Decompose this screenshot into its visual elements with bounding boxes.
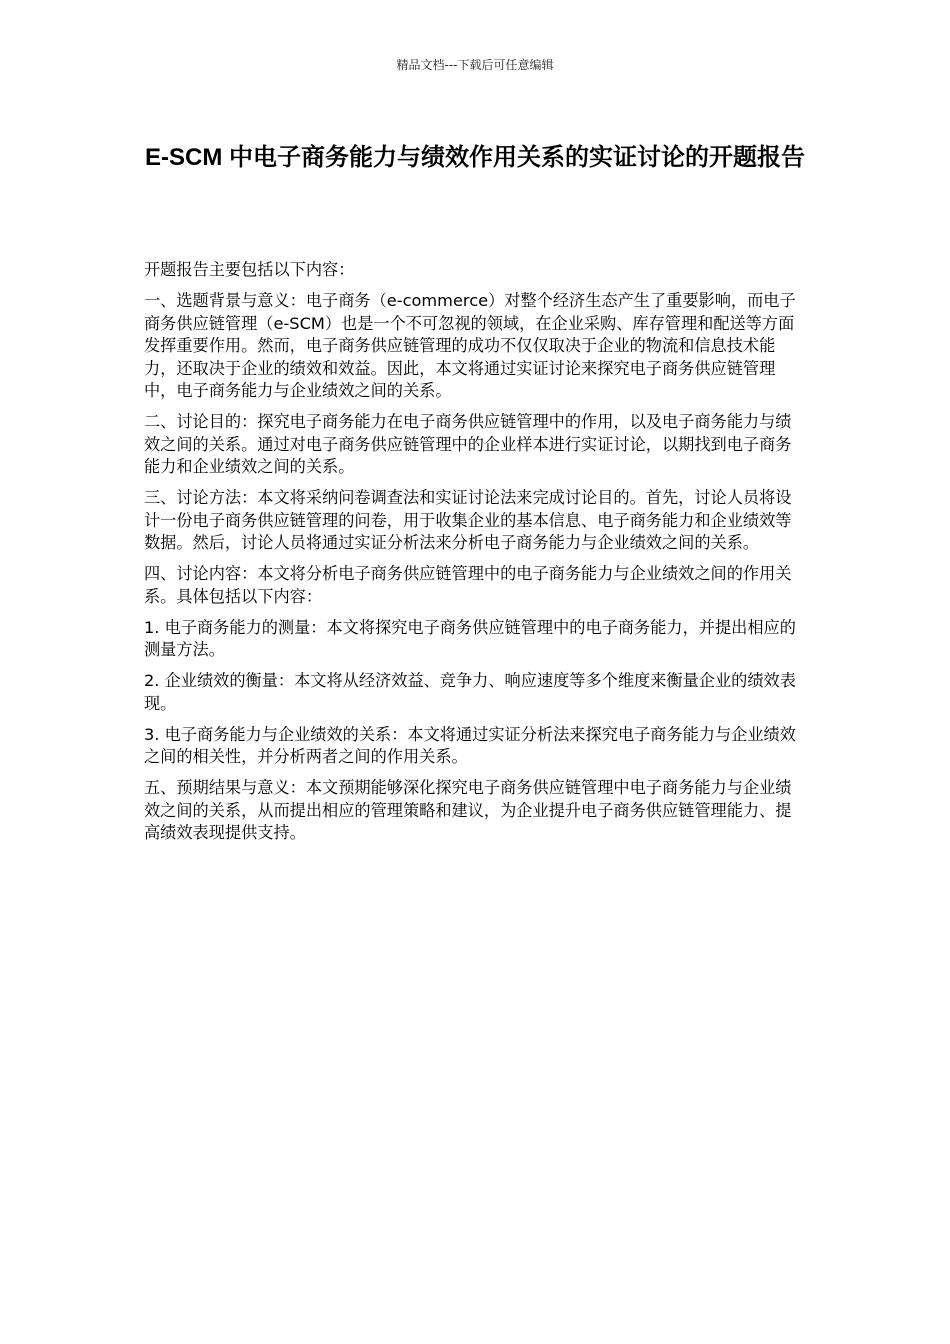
content-item-1: 1. 电子商务能力的测量：本文将探究电子商务供应链管理中的电子商务能力，并提出相应的测量方法。	[144, 617, 796, 659]
content-item-2: 2. 企业绩效的衡量：本文将从经济效益、竞争力、响应速度等多个维度来衡量企业的绩效表现。	[144, 671, 796, 713]
section-content-paragraph: 四、讨论内容：本文将分析电子商务供应链管理中的电子商务能力与企业绩效之间的作用关系。具体包括以下内容：	[144, 564, 792, 606]
section-expected-results-paragraph: 五、预期结果与意义：本文预期能够深化探究电子商务供应链管理中电子商务能力与企业绩效之间的关系，从而提出相应的管理策略和建议，为企业提升电子商务供应链管理能力、提高绩效表现提供支持。	[144, 778, 792, 842]
section-background-paragraph: 一、选题背景与意义：电子商务（e-commerce）对整个经济生态产生了重要影响，而电子商务供应链管理（e-SCM）也是一个不可忽视的领域，在企业采购、库存管理和配送等方面发挥重要作用。然而，电子商务供应链管理的成功不仅仅取决于企业的物流和信息技术能力，还取决于企业的绩效和效益。因此，本文将通过实证讨论来探究电子商务供应链管理中，电子商务能力与企业绩效之间的关系。	[144, 291, 796, 400]
header-watermark: 精品文档---下载后可任意编辑	[396, 58, 554, 72]
intro-paragraph: 开题报告主要包括以下内容：	[144, 260, 355, 279]
document-body	[144, 259, 804, 853]
section-method-paragraph: 三、讨论方法：本文将采纳问卷调查法和实证讨论法来完成讨论目的。首先，讨论人员将设计一份电子商务供应链管理的问卷，用于收集企业的基本信息、电子商务能力和企业绩效等数据。然后，讨论人员将通过实证分析法来分析电子商务能力与企业绩效之间的关系。	[144, 488, 792, 552]
content-item-3: 3. 电子商务能力与企业绩效的关系：本文将通过实证分析法来探究电子商务能力与企业绩效之间的相关性，并分析两者之间的作用关系。	[144, 724, 796, 766]
document-title: E-SCM 中电子商务能力与绩效作用关系的实证讨论的开题报告	[145, 144, 805, 171]
section-purpose-paragraph: 二、讨论目的：探究电子商务能力在电子商务供应链管理中的作用，以及电子商务能力与绩效之间的关系。通过对电子商务供应链管理中的企业样本进行实证讨论，以期找到电子商务能力和企业绩效之间的关系。	[144, 412, 792, 476]
